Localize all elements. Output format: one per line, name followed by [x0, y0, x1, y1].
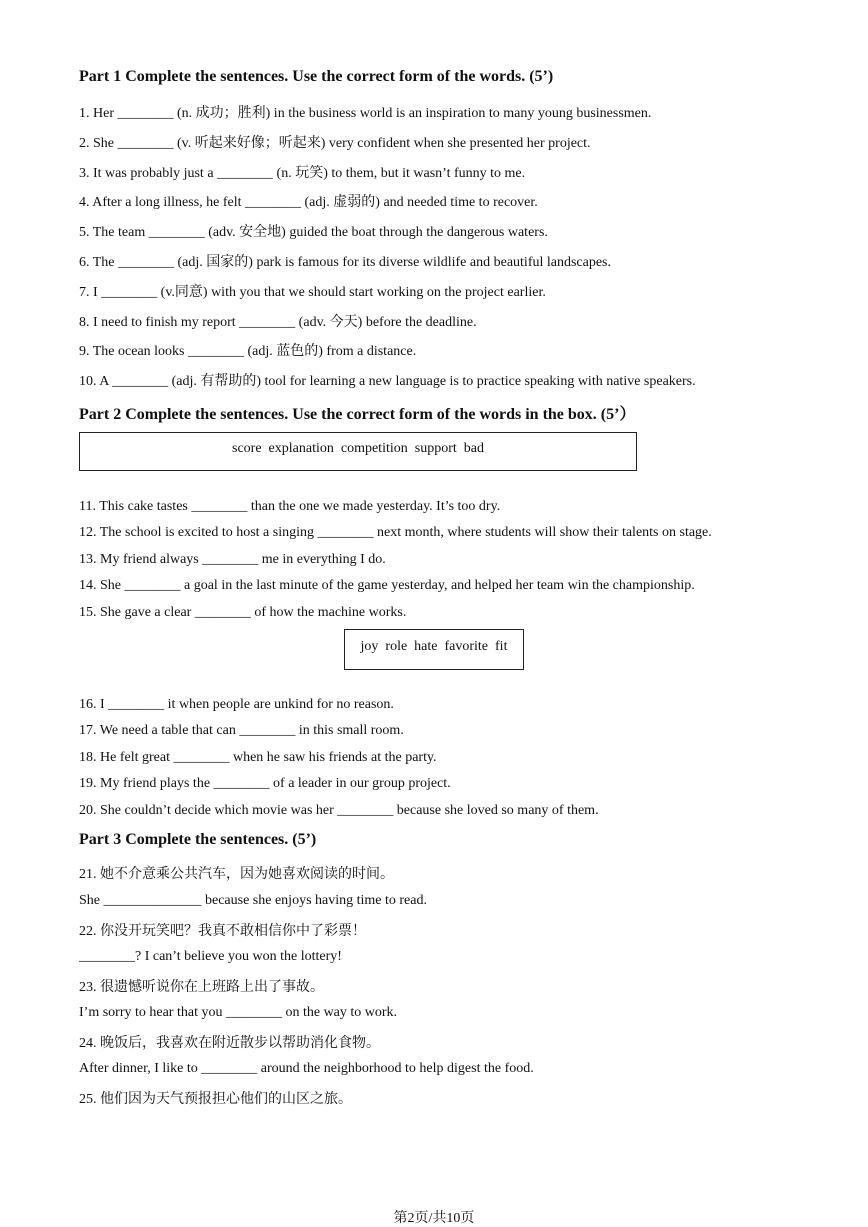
word-box-2-text: joy role hate favorite fit [360, 639, 508, 654]
part1-heading: Part 1 Complete the sentences. Use the correct form of the words. (5’) [79, 68, 554, 85]
question-6: 6. The ________ (adj. 国家的) park is famous for its diverse wildlife and beautiful landscapes. [79, 255, 612, 270]
part3-heading: Part 3 Complete the sentences. (5’) [79, 831, 317, 848]
question-24-answer: After dinner, I like to ________ around the neighborhood to help digest the food. [79, 1061, 534, 1076]
question-11: 11. This cake tastes ________ than the one we made yesterday. It’s too dry. [79, 499, 501, 514]
question-7: 7. I ________ (v.同意) with you that we should start working on the project earlier. [79, 285, 546, 300]
question-19: 19. My friend plays the ________ of a leader in our group project. [79, 776, 451, 791]
question-15: 15. She gave a clear ________ of how the machine works. [79, 605, 407, 620]
question-12: 12. The school is excited to host a singing ________ next month, where students will show their talents on stage. [79, 525, 712, 540]
question-22-answer: ________? I can’t believe you won the lottery! [79, 949, 342, 964]
question-24-prompt: 24. 晚饭后，我喜欢在附近散步以帮助消化食物。 [79, 1036, 380, 1051]
question-9: 9. The ocean looks ________ (adj. 蓝色的) from a distance. [79, 344, 417, 359]
question-8: 8. I need to finish my report ________ (adv. 今天) before the deadline. [79, 315, 477, 330]
question-23-answer: I’m sorry to hear that you ________ on the way to work. [79, 1005, 398, 1020]
question-25-prompt: 25. 他们因为天气预报担心他们的山区之旅。 [79, 1092, 352, 1107]
question-21-prompt: 21. 她不介意乘公共汽车，因为她喜欢阅读的时间。 [79, 867, 394, 882]
question-21-answer: She ______________ because she enjoys having time to read. [79, 893, 427, 908]
question-5: 5. The team ________ (adv. 安全地) guided the boat through the dangerous waters. [79, 225, 548, 240]
question-23-prompt: 23. 很遗憾听说你在上班路上出了事故。 [79, 980, 324, 995]
question-2: 2. She ________ (v. 听起来好像；听起来) very confident when she presented her project. [79, 136, 591, 151]
part2-heading: Part 2 Complete the sentences. Use the correct form of the words in the box. (5’） [79, 406, 636, 423]
word-box-1-text: score explanation competition support bad [232, 441, 484, 456]
question-17: 17. We need a table that can ________ in this small room. [79, 723, 404, 738]
question-14: 14. She ________ a goal in the last minute of the game yesterday, and helped her team win the championship. [79, 578, 695, 593]
question-4: 4. After a long illness, he felt ________ (adj. 虚弱的) and needed time to recover. [79, 195, 538, 210]
question-16: 16. I ________ it when people are unkind for no reason. [79, 697, 394, 712]
page-number: 第2页/共10页 [393, 1211, 475, 1226]
question-18: 18. He felt great ________ when he saw his friends at the party. [79, 750, 437, 765]
word-box-1 [79, 432, 637, 471]
question-10: 10. A ________ (adj. 有帮助的) tool for learning a new language is to practice speaking with native speakers. [79, 374, 696, 389]
question-20: 20. She couldn’t decide which movie was her ________ because she loved so many of them. [79, 803, 599, 818]
word-box-2 [344, 629, 524, 670]
question-3: 3. It was probably just a ________ (n. 玩笑) to them, but it wasn’t funny to me. [79, 166, 526, 181]
question-13: 13. My friend always ________ me in everything I do. [79, 552, 386, 567]
question-22-prompt: 22. 你没开玩笑吧？我真不敢相信你中了彩票！ [79, 924, 366, 939]
question-1: 1. Her ________ (n. 成功；胜利) in the business world is an inspiration to many young businessmen. [79, 106, 652, 121]
